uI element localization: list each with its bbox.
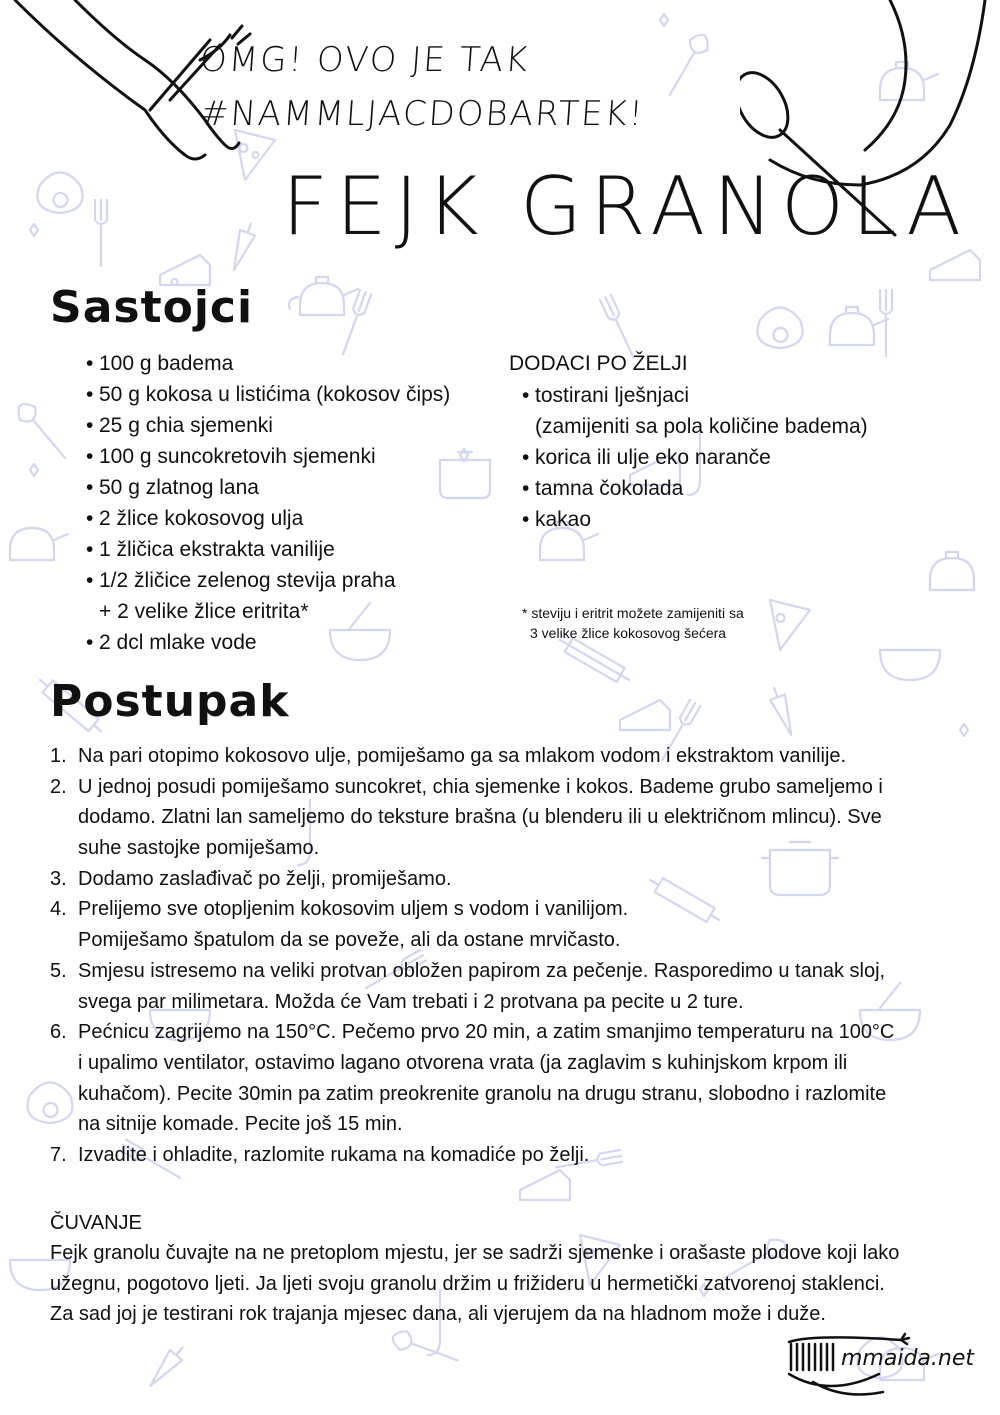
preparation-steps — [50, 741, 894, 1171]
step-text: svega par milimetara. Možda će Vam trebati i 2 protvana pa pecite u 2 ture. — [78, 990, 744, 1013]
storage-heading: ČUVANJE — [50, 1212, 142, 1234]
list-item: • 100 g suncokretovih sjemenki — [86, 445, 376, 468]
tagline-line-1: OMG! OVO JE TAK — [198, 40, 531, 80]
tagline-line-2: #NAMMLJACDOBARTEK! — [198, 94, 646, 134]
list-item: • 50 g zlatnog lana — [86, 476, 259, 499]
footnote-line-1: * steviju i eritrit možete zamijeniti sa — [522, 605, 744, 621]
ingredients-list — [86, 348, 450, 658]
step-number: 5. — [50, 959, 67, 982]
step-line — [50, 956, 894, 987]
step-line — [50, 741, 894, 772]
step-text: i upalimo ventilator, ostavimo lagano otvorena vrata (ja zaglavim s kuhinjskom krpom ili — [78, 1051, 848, 1074]
list-item: • tamna čokolada — [522, 477, 684, 500]
step-text: suhe sastojke pomiješamo. — [78, 837, 320, 860]
step-text: Dodamo zaslađivač po želji, promiješamo. — [78, 867, 452, 890]
storage-line: Fejk granolu čuvajte na ne pretoplom mjestu, jer se sadrži sjemenke i orašaste plodove koji lako — [50, 1242, 900, 1264]
extras-heading: DODACI PO ŽELJI — [509, 352, 688, 375]
list-item: • 25 g chia sjemenki — [86, 414, 273, 437]
list-item-continuation: (zamijeniti sa pola količine badema) — [535, 415, 868, 438]
step-number: 6. — [50, 1021, 67, 1044]
step-number: 2. — [50, 775, 67, 798]
step-line-continuation — [50, 1109, 894, 1140]
step-line-continuation — [50, 925, 894, 956]
site-logo — [783, 1330, 983, 1400]
step-text: Pomiješamo špatulom da se poveže, ali da ostane mrvičasto. — [78, 929, 621, 952]
step-line — [50, 1017, 894, 1048]
step-line — [50, 864, 894, 895]
step-text: Prelijemo sve otopljenim kokosovim uljem s vodom i vanilijom. — [78, 898, 629, 921]
step-text: kuhačom). Pecite 30min pa zatim preokrenite granolu na drugu stranu, slobodno i razlomite — [78, 1082, 887, 1105]
list-item: • 1/2 žličice zelenog stevija praha — [86, 569, 396, 592]
step-number: 3. — [50, 867, 67, 890]
step-line-continuation — [50, 833, 894, 864]
list-item: • kakao — [522, 508, 592, 531]
preparation-heading: Postupak — [50, 676, 290, 727]
list-item: • korica ili ulje eko naranče — [522, 446, 771, 469]
step-line-continuation — [50, 802, 894, 833]
step-line — [50, 772, 894, 803]
step-line-continuation — [50, 1079, 894, 1110]
step-text: U jednoj posudi pomiješamo suncokret, chia sjemenke i kokos. Bademe grubo sameljemo i — [78, 775, 883, 798]
list-item: • 2 dcl mlake vode — [86, 631, 257, 654]
step-text: Na pari otopimo kokosovo ulje, pomiješamo ga sa mlakom vodom i ekstraktom vanilije. — [78, 745, 847, 767]
list-item: • 50 g kokosa u listićima (kokosov čips) — [86, 383, 451, 406]
list-item-continuation: + 2 velike žlice eritrita* — [99, 600, 309, 623]
step-line — [50, 894, 894, 925]
step-line-continuation — [50, 1048, 894, 1079]
storage-line: Za sad joj je testirani rok trajanja mjesec dana, ali vjerujem da na hladnom može i duže. — [50, 1303, 826, 1325]
extras-list — [522, 380, 868, 535]
footnote — [522, 603, 744, 643]
step-line-continuation — [50, 987, 894, 1018]
step-number: 7. — [50, 1143, 67, 1166]
storage-line: užegnu, pogotovo ljeti. Ja ljeti svoju granolu držim u frižideru u hermetički zatvorenoj staklenci. — [50, 1272, 885, 1295]
storage-text — [50, 1238, 899, 1330]
step-number: 1. — [50, 745, 67, 767]
ingredients-heading: Sastojci — [50, 282, 254, 333]
step-text: na sitnije komade. Pecite još 15 min. — [78, 1113, 403, 1136]
step-text: Izvadite i ohladite, razlomite rukama na komadiće po želji. — [78, 1143, 590, 1166]
list-item: • 2 žlice kokosovog ulja — [86, 507, 304, 530]
list-item: • tostirani lješnjaci — [522, 384, 690, 407]
footnote-line-2: 3 velike žlice kokosovog šećera — [530, 625, 727, 641]
step-line — [50, 1140, 894, 1171]
step-text: dodamo. Zlatni lan sameljemo do teksture brašna (u blenderu ili u električnom mlincu). Sve — [78, 806, 882, 829]
step-text: Smjesu istresemo na veliki protvan obložen papirom za pečenje. Rasporedimo u tanak sloj, — [78, 959, 886, 982]
list-item: • 100 g badema — [86, 352, 234, 375]
step-text: Pećnicu zagrijemo na 150°C. Pečemo prvo 20 min, a zatim smanjimo temperaturu na 100°C — [78, 1021, 895, 1044]
logo-text: mmaida.net — [841, 1346, 974, 1371]
list-item: • 1 žličica ekstrakta vanilije — [86, 538, 335, 561]
step-number: 4. — [50, 898, 67, 921]
page-title: FEJK GRANOLA — [282, 160, 970, 253]
